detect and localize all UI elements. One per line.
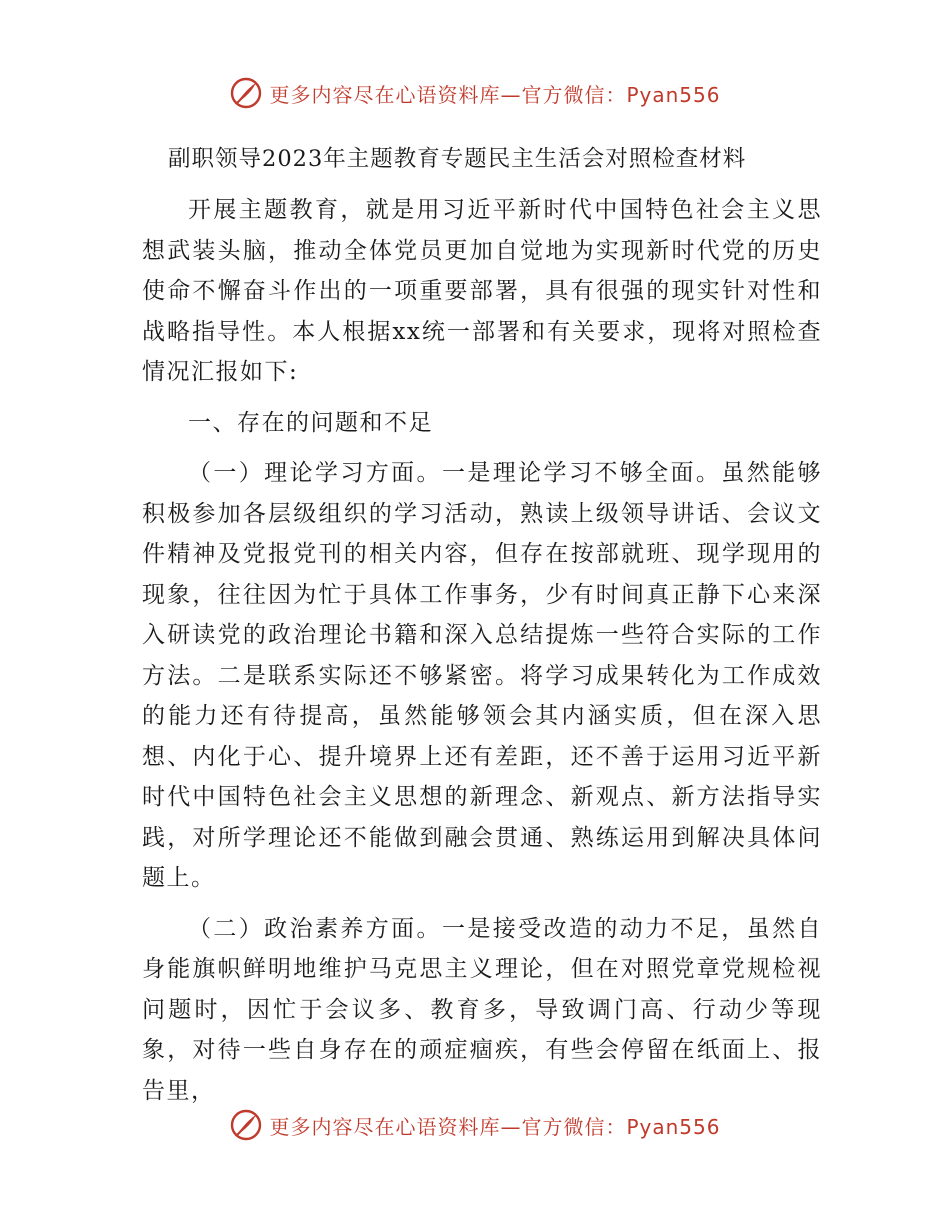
section-heading: 一、存在的问题和不足 <box>188 409 433 436</box>
quill-logo-icon <box>229 76 263 110</box>
watermark-text: 更多内容尽在心语资料库—官方微信：Pyan556 <box>269 82 721 107</box>
footer-watermark <box>0 1108 950 1142</box>
intro-paragraph: 开展主题教育，就是用习近平新时代中国特色社会主义思想武装头脑，推动全体党员更加自觉地为实现新时代党的历史使命不懈奋斗作出的一项重要部署，具有很强的现实针对性和战略指导性。本人根据xx统一部署和有关要求，现将对照检查情况汇报如下: <box>142 197 822 385</box>
paragraph-theory-study: （一）理论学习方面。一是理论学习不够全面。虽然能够积极参加各层级组织的学习活动，熟读上级领导讲话、会议文件精神及党报党刊的相关内容，但存在按部就班、现学现用的现象，往往因为忙于具体工作事务，少有时间真正静下心来深入研读党的政治理论书籍和深入总结提炼一些符合实际的工作方法。二是联系实际还不够紧密。将学习成果转化为工作成效的能力还有待提高，虽然能够领会其内涵实质，但在深入思想、内化于心、提升境界上还有差距，还不善于运用习近平新时代中国特色社会主义思想的新理念、新观点、新方法指导实践，对所学理论还不能做到融会贯通、熟练运用到解决具体问题上。 <box>142 460 822 891</box>
paragraph-political-quality: （二）政治素养方面。一是接受改造的动力不足，虽然自身能旗帜鲜明地维护马克思主义理论，但在对照党章党规检视问题时，因忙于会议多、教育多，导致调门高、行动少等现象，对待一些自身存在的顽症痼疾，有些会停留在纸面上、报告里， <box>142 915 822 1104</box>
document-body <box>142 140 822 1121</box>
quill-logo-icon <box>229 1108 263 1142</box>
header-watermark <box>0 76 950 110</box>
document-title: 副职领导2023年主题教育专题民主生活会对照检查材料 <box>168 146 747 172</box>
watermark-text: 更多内容尽在心语资料库—官方微信：Pyan556 <box>269 1114 721 1139</box>
